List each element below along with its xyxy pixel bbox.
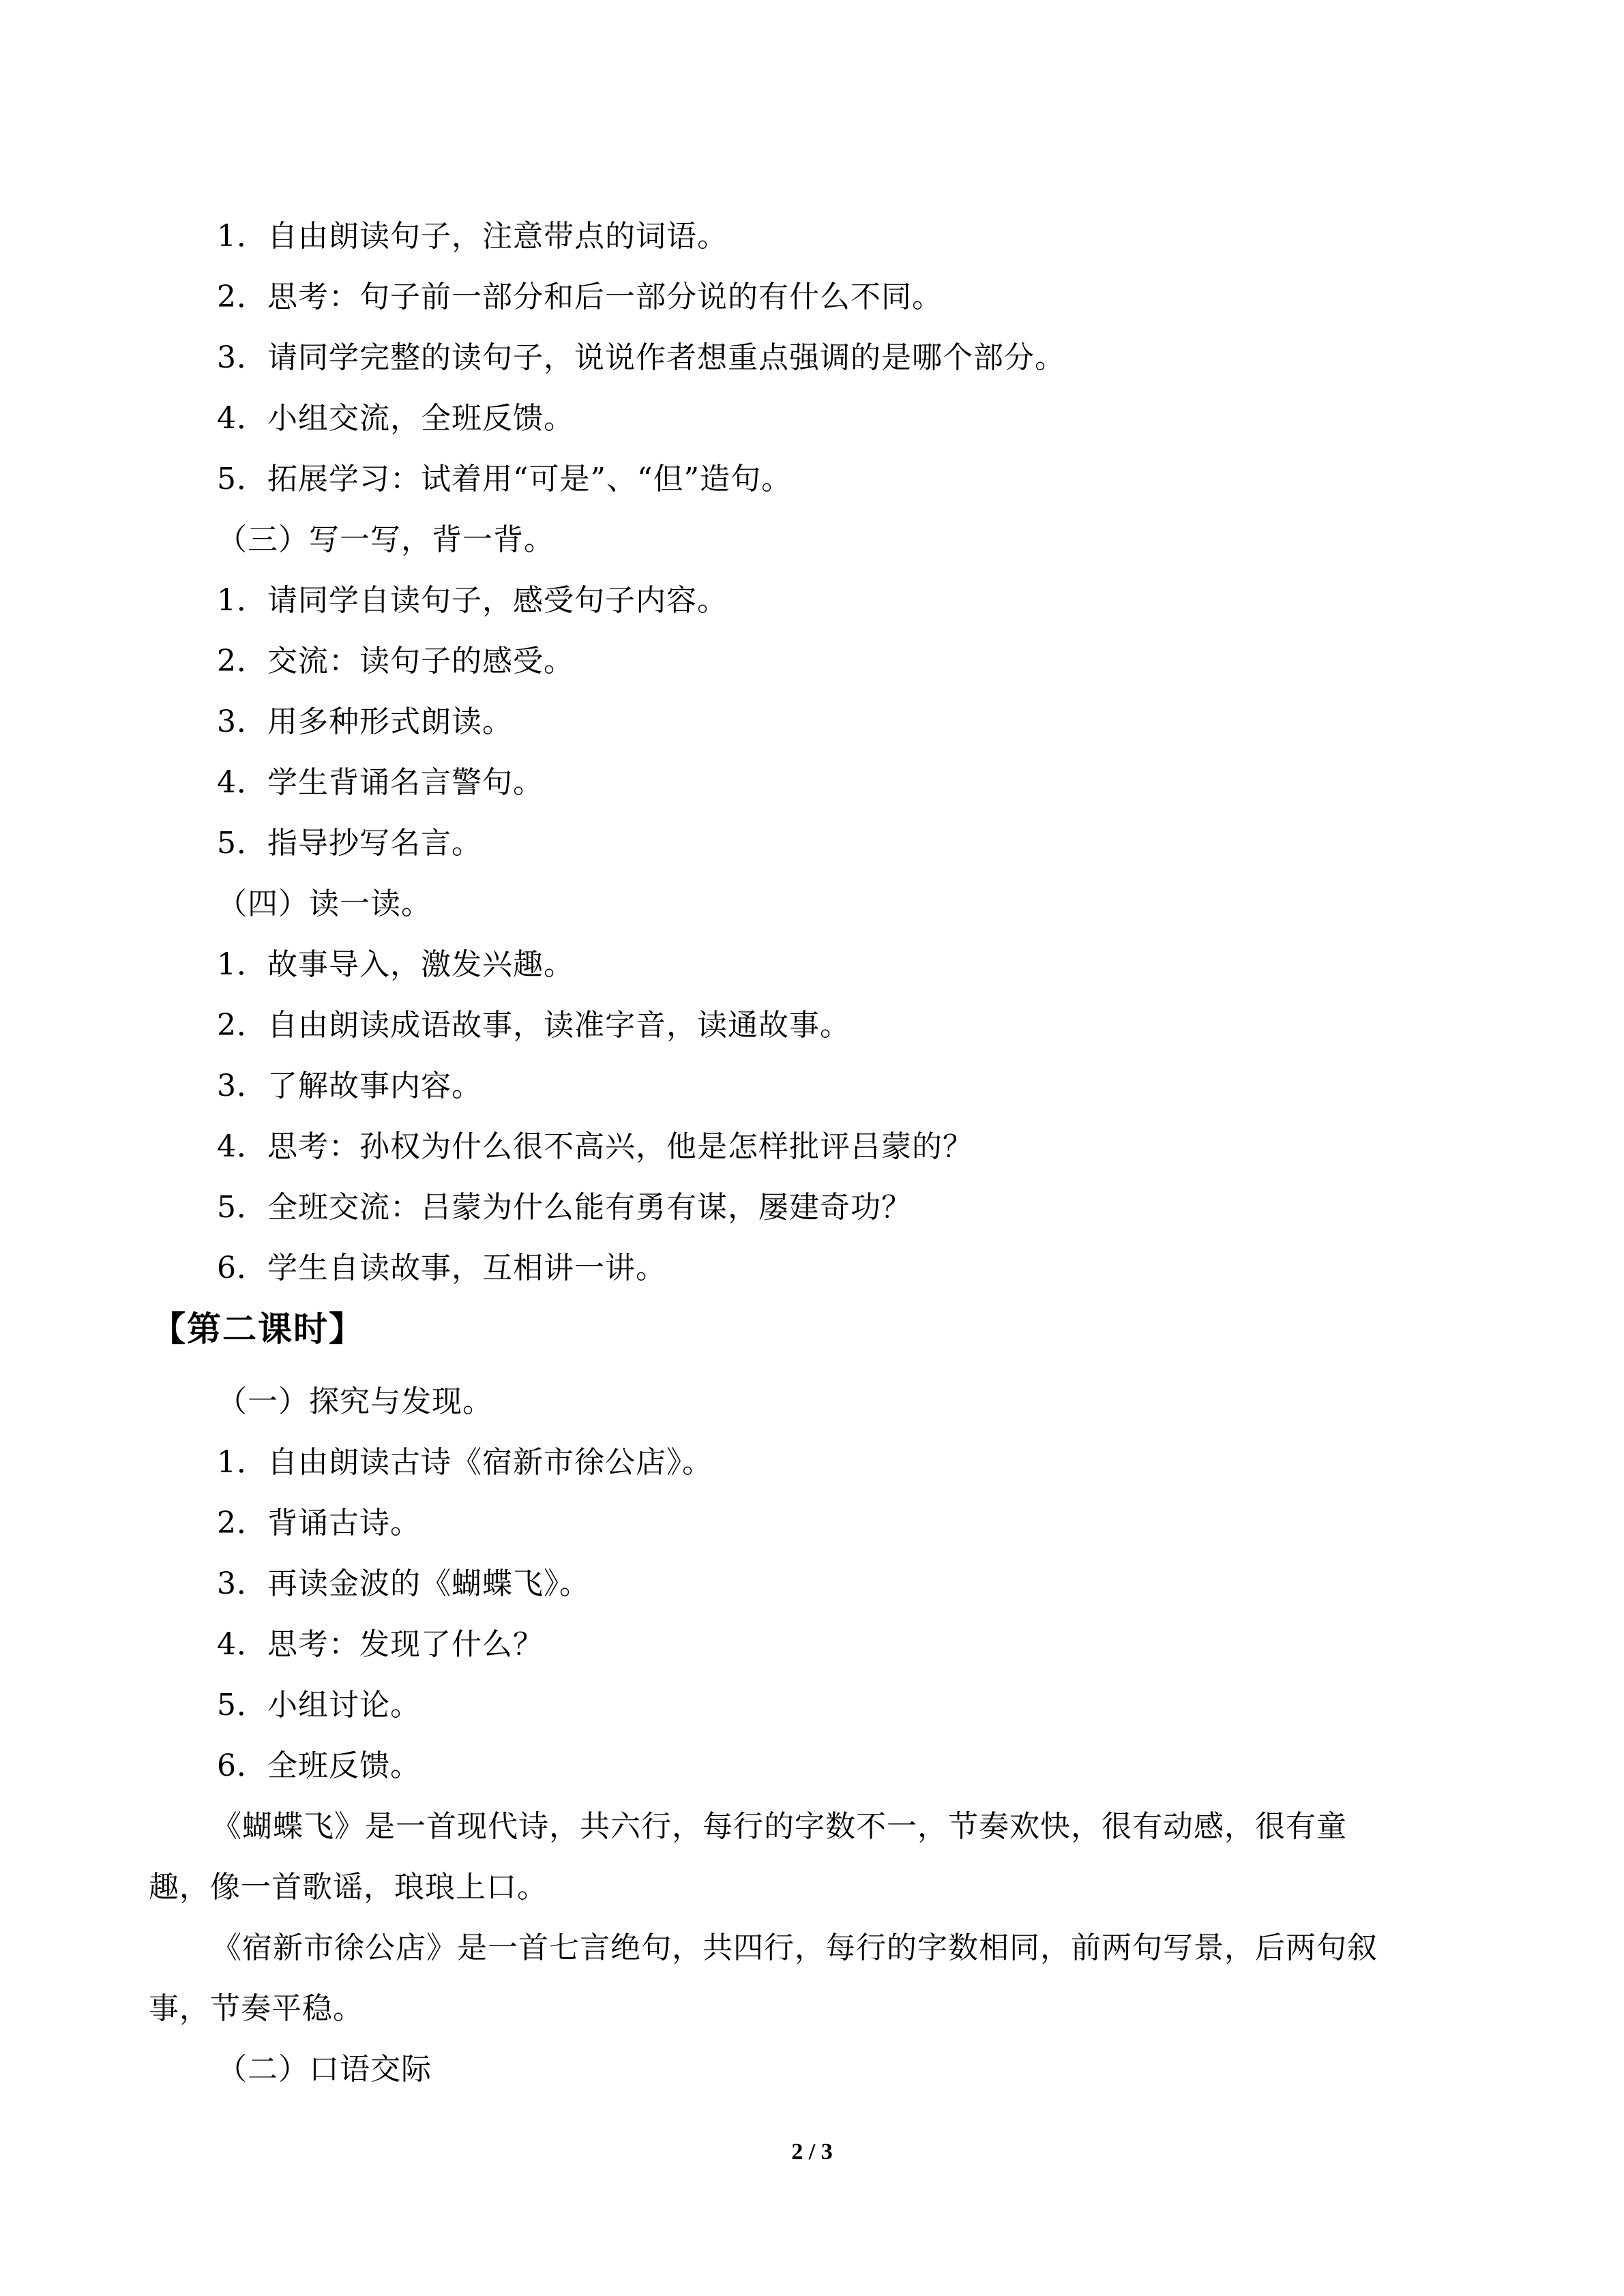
list-item: 4．小组交流，全班反馈。 xyxy=(217,401,574,436)
list-item: 6．全班反馈。 xyxy=(217,1748,421,1783)
list-item: 4．学生背诵名言警句。 xyxy=(217,765,544,800)
list-item: 2．交流：读句子的感受。 xyxy=(217,644,574,679)
paragraph-line: 《蝴蝶飞》是一首现代诗，共六行，每行的字数不一，节奏欢快，很有动感，很有童 xyxy=(211,1809,1347,1844)
subsection-heading: （二）口语交际 xyxy=(217,2052,432,2087)
list-item: 4．思考：发现了什么？ xyxy=(217,1627,544,1662)
list-item: 6．学生自读故事，互相讲一讲。 xyxy=(217,1251,666,1285)
subsection-heading: （三）写一写，背一背。 xyxy=(217,522,555,557)
paragraph-line: 事，节奏平稳。 xyxy=(149,1991,364,2026)
list-item: 3．请同学完整的读句子，说说作者想重点强调的是哪个部分。 xyxy=(217,340,1065,375)
list-item: 3．再读金波的《蝴蝶飞》。 xyxy=(217,1566,590,1601)
list-item: 5．小组讨论。 xyxy=(217,1688,421,1723)
list-item: 5．指导抄写名言。 xyxy=(217,826,482,861)
list-item: 5．拓展学习：试着用“可是”、“但”造句。 xyxy=(217,462,792,496)
list-item: 2．自由朗读成语故事，读准字音，读通故事。 xyxy=(217,1008,851,1043)
list-item: 1．故事导入，激发兴趣。 xyxy=(217,947,574,982)
list-item: 4．思考：孙权为什么很不高兴，他是怎样批评吕蒙的？ xyxy=(217,1129,973,1164)
list-item: 2．思考：句子前一部分和后一部分说的有什么不同。 xyxy=(217,280,943,314)
list-item: 3．用多种形式朗读。 xyxy=(217,704,513,739)
list-item: 1．请同学自读句子，感受句子内容。 xyxy=(217,583,728,618)
paragraph-line: 《宿新市徐公店》是一首七言绝句，共四行，每行的字数相同，前两句写景，后两句叙 xyxy=(211,1930,1378,1965)
subsection-heading: （四）读一读。 xyxy=(217,886,432,921)
subsection-heading: （一）探究与发现。 xyxy=(217,1384,493,1419)
list-item: 3．了解故事内容。 xyxy=(217,1069,482,1103)
list-item: 1．自由朗读句子，注意带点的词语。 xyxy=(217,219,728,254)
list-item: 1．自由朗读古诗《宿新市徐公店》。 xyxy=(217,1445,713,1480)
list-item: 2．背诵古诗。 xyxy=(217,1506,421,1540)
section-title: 【第二课时】 xyxy=(151,1309,364,1349)
list-item: 5．全班交流：吕蒙为什么能有勇有谋，屡建奇功？ xyxy=(217,1190,912,1225)
page-number: 2 / 3 xyxy=(791,2139,833,2164)
paragraph-line: 趣，像一首歌谣，琅琅上口。 xyxy=(149,1870,548,1905)
